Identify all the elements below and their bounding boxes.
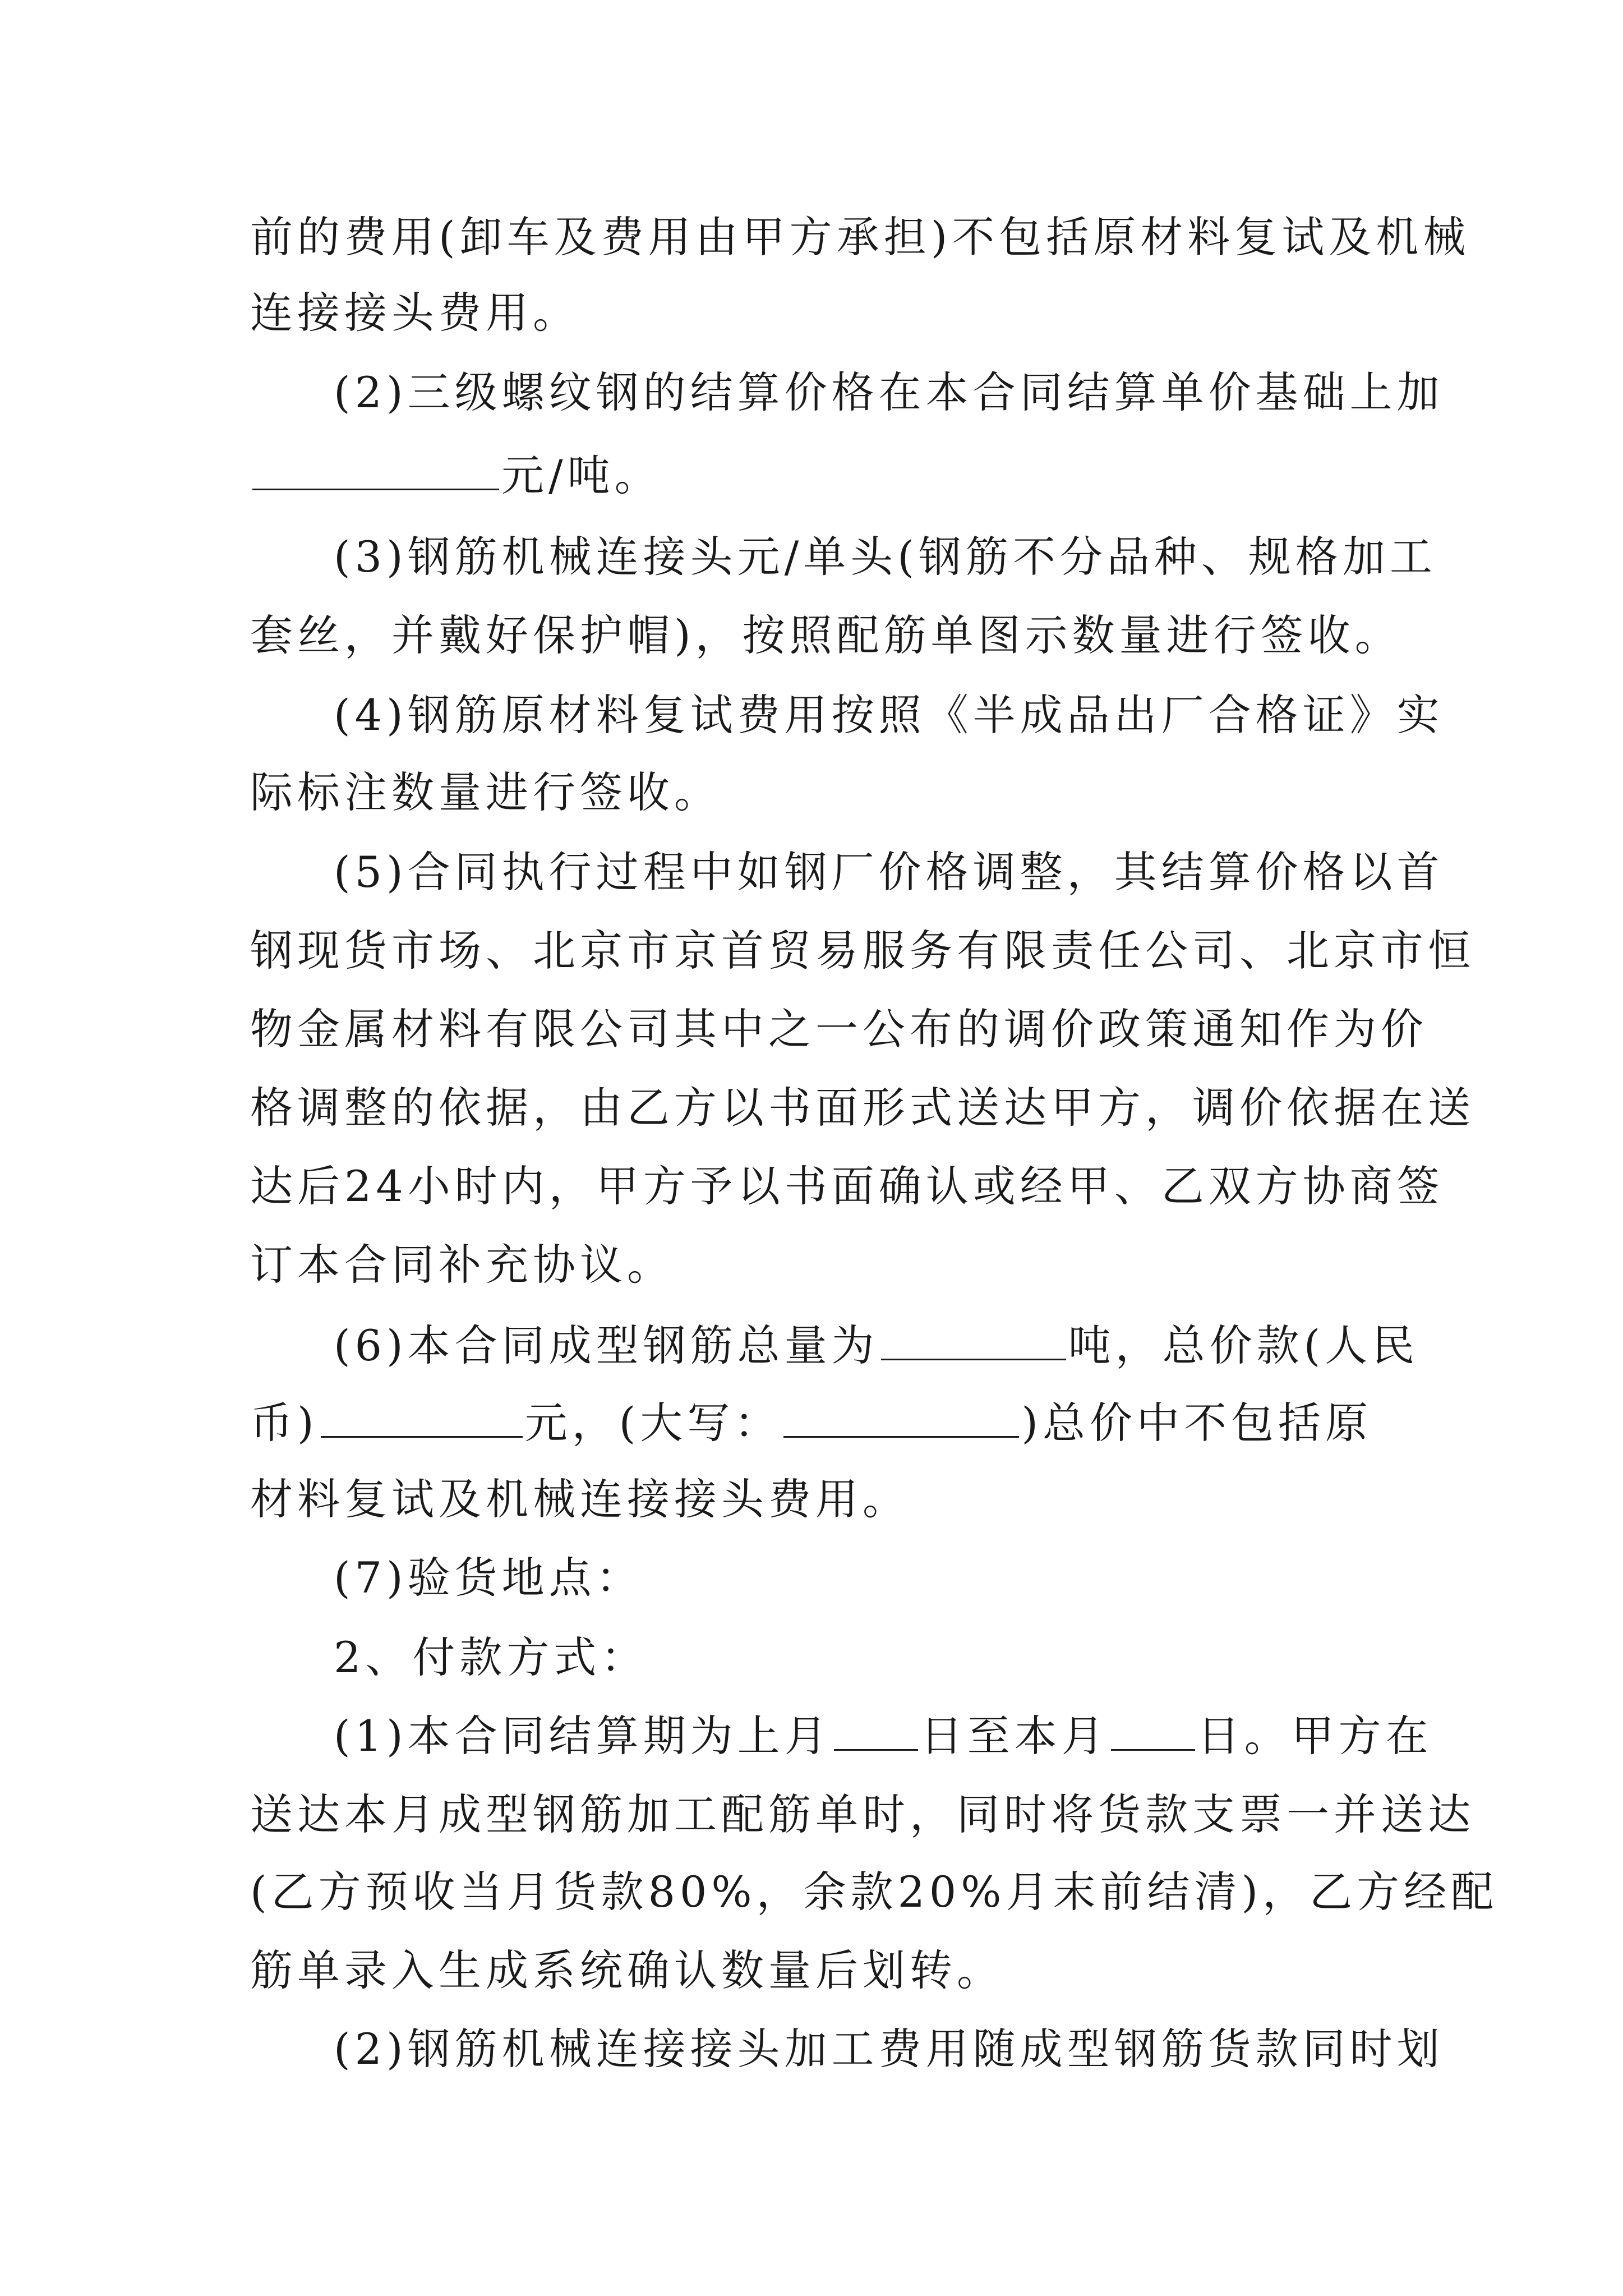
fill-in-blank xyxy=(1111,1710,1195,1751)
line-text: 连接接头费用。 xyxy=(250,288,580,338)
line-text: 元，(大写： xyxy=(524,1398,782,1448)
line-text: 日。甲方在 xyxy=(1197,1711,1433,1761)
line-text: 筋单录入生成系统确认数量后划转。 xyxy=(250,1945,1004,1995)
paragraph-line xyxy=(334,526,1437,588)
line-text: (4)钢筋原材料复试费用按照《半成品出厂合格证》实 xyxy=(334,690,1444,740)
line-text: 格调整的依据，由乙方以书面形式送达甲方，调价依据在送 xyxy=(250,1083,1475,1133)
line-text: 订本合同补充协议。 xyxy=(250,1240,674,1290)
line-text: (3)钢筋机械连接头元/单头(钢筋不分品种、规格加工 xyxy=(334,532,1437,582)
paragraph-line xyxy=(334,841,1444,903)
line-text: 物金属材料有限公司其中之一公布的调价政策通知作为价 xyxy=(250,1004,1428,1054)
paragraph-line xyxy=(250,920,1475,982)
line-text: (7)验货地点： xyxy=(334,1553,643,1603)
fill-in-blank xyxy=(834,1710,918,1751)
line-text: (2)钢筋机械连接接头加工费用随成型钢筋货款同时划 xyxy=(334,2024,1444,2074)
line-text: 吨，总价款(人民 xyxy=(1068,1320,1419,1370)
line-text: 2、付款方式： xyxy=(334,1632,648,1682)
line-text: 际标注数量进行签收。 xyxy=(250,767,721,817)
line-text: (1)本合同结算期为上月 xyxy=(334,1711,832,1761)
line-text: 元/吨。 xyxy=(501,450,662,500)
paragraph-line xyxy=(250,605,1402,666)
paragraph-line xyxy=(250,445,1377,507)
fill-in-blank xyxy=(881,1319,1066,1360)
paragraph-line xyxy=(334,1705,1433,1767)
paragraph-line xyxy=(334,1627,1377,1688)
line-text: 材料复试及机械连接接头费用。 xyxy=(250,1474,910,1524)
paragraph-line xyxy=(334,1315,1419,1377)
paragraph-line xyxy=(250,1234,1377,1296)
paragraph-line xyxy=(250,1077,1475,1139)
paragraph-line xyxy=(250,1940,1377,2001)
line-text: 达后24小时内，甲方予以书面确认或经甲、乙双方协商签 xyxy=(250,1161,1444,1211)
line-text: 币) xyxy=(250,1398,319,1448)
line-text: 套丝，并戴好保护帽)，按照配筋单图示数量进行签收。 xyxy=(250,610,1402,660)
paragraph-line xyxy=(334,2018,1444,2080)
paragraph-line xyxy=(250,282,1377,344)
line-text: )总价中不包括原 xyxy=(1021,1398,1372,1448)
paragraph-line xyxy=(334,684,1444,746)
line-text: (5)合同执行过程中如钢厂价格调整，其结算价格以首 xyxy=(334,847,1444,897)
paragraph-line xyxy=(250,1156,1444,1217)
line-text: 送达本月成型钢筋加工配筋单时，同时将货款支票一并送达 xyxy=(250,1789,1475,1839)
line-text: (乙方预收当月货款80%，余款20%月末前结清)，乙方经配 xyxy=(250,1867,1498,1917)
paragraph-line xyxy=(250,206,1470,268)
line-text: 前的费用(卸车及费用由甲方承担)不包括原材料复试及机械 xyxy=(250,212,1470,262)
paragraph-line xyxy=(250,1861,1498,1923)
paragraph-line xyxy=(250,1392,1377,1454)
fill-in-blank xyxy=(321,1397,523,1438)
fill-in-blank xyxy=(783,1397,1019,1438)
paragraph-line xyxy=(250,1469,1377,1530)
paragraph-line xyxy=(250,1784,1475,1846)
line-text: 日至本月 xyxy=(920,1711,1109,1761)
line-text: (6)本合同成型钢筋总量为 xyxy=(334,1320,879,1370)
fill-in-blank xyxy=(252,449,499,490)
paragraph-line xyxy=(250,999,1428,1060)
line-text: (2)三级螺纹钢的结算价格在本合同结算单价基础上加 xyxy=(334,367,1444,417)
paragraph-line xyxy=(250,762,1377,823)
line-text: 钢现货市场、北京市京首贸易服务有限责任公司、北京市恒 xyxy=(250,926,1475,976)
paragraph-line xyxy=(334,362,1444,424)
paragraph-line xyxy=(334,1547,1377,1609)
